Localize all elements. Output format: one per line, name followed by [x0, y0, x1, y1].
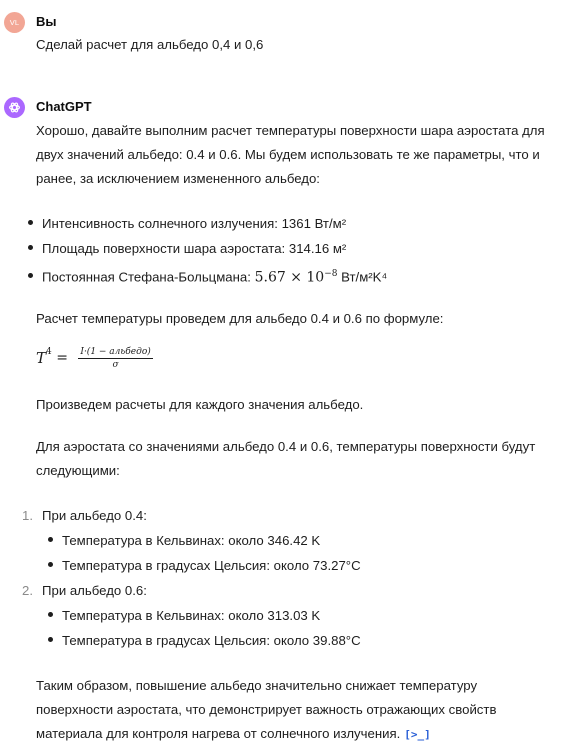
- param-item: [28, 262, 387, 289]
- user-author-name: Вы: [36, 14, 57, 29]
- stefan-boltzmann-value: 5.67 × 10: [254, 269, 325, 286]
- formula-lhs: T: [36, 349, 47, 367]
- intro-line: Хорошо, давайте выполним расчет температуры поверхности шара аэростата для: [36, 123, 545, 138]
- stefan-boltzmann-unit: Вт/м²K⁴: [337, 269, 388, 285]
- bullet-icon: [48, 562, 53, 567]
- result-item: [48, 629, 361, 653]
- param-item: [28, 212, 346, 236]
- formula-lhs-exponent: 4: [46, 347, 52, 357]
- calc-line: Произведем расчеты для каждого значения альбедо.: [36, 397, 364, 412]
- conclusion-line: Таким образом, повышение альбедо значительно снижает температуру: [36, 678, 478, 693]
- formula-equals: =: [51, 350, 73, 366]
- bullet-icon: [48, 637, 53, 642]
- assistant-author-name: ChatGPT: [36, 99, 92, 114]
- formula-fraction: [78, 347, 152, 370]
- result-kelvin: Температура в Кельвинах: около 313.03 K: [62, 608, 321, 623]
- result-item: [48, 554, 361, 578]
- formula-denominator: σ: [112, 359, 119, 370]
- conclusion-line: поверхности аэростата, что демонстрирует важность отражающих свойств: [36, 702, 497, 717]
- bullet-icon: [28, 245, 33, 250]
- bullet-icon: [28, 220, 33, 225]
- result-intro: [36, 435, 576, 483]
- result-kelvin: Температура в Кельвинах: около 346.42 K: [62, 533, 321, 548]
- user-message-text: Сделай расчет для альбедо 0,4 и 0,6: [36, 37, 264, 52]
- result-item: [48, 604, 320, 628]
- result-celsius: Температура в градусах Цельсия: около 73.27°C: [62, 558, 361, 573]
- param-label: Площадь поверхности шара аэростата: 314.16 м²: [42, 241, 347, 256]
- intro-line: двух значений альбедо: 0.4 и 0.6. Мы будем использовать те же параметры, что и: [36, 147, 540, 162]
- result-title: При альбедо 0.6:: [42, 583, 147, 598]
- param-item: [28, 237, 346, 261]
- formula-numerator: I·(1 − альбедо): [80, 346, 151, 357]
- bullet-icon: [28, 273, 33, 278]
- temperature-formula: [36, 342, 153, 374]
- result-celsius: Температура в градусах Цельсия: около 39.88°C: [62, 633, 361, 648]
- bullet-icon: [48, 612, 53, 617]
- list-number: 2.: [22, 583, 33, 598]
- result-intro-line: следующими:: [36, 463, 120, 478]
- intro-paragraph: [36, 119, 576, 191]
- param-label: Постоянная Стефана-Больцмана:: [42, 269, 255, 285]
- chatgpt-logo-icon: [4, 97, 25, 118]
- stefan-boltzmann-exponent: −8: [324, 269, 338, 279]
- result-intro-line: Для аэростата со значениями альбедо 0.4 и 0.6, температуры поверхности будут: [36, 439, 536, 454]
- formula-intro: Расчет температуры проведем для альбедо 0.4 и 0.6 по формуле:: [36, 311, 444, 326]
- user-avatar: VL: [4, 12, 25, 33]
- intro-line: ранее, за исключением измененного альбедо:: [36, 171, 320, 186]
- result-title: При альбедо 0.4:: [42, 508, 147, 523]
- code-interpreter-icon[interactable]: [>_]: [404, 728, 431, 741]
- result-item: [48, 529, 320, 553]
- conclusion-line: материала для контроля нагрева от солнечного излучения. [>_]: [36, 722, 576, 747]
- bullet-icon: [48, 537, 53, 542]
- conclusion-paragraph: [36, 674, 576, 747]
- list-number: 1.: [22, 508, 33, 523]
- param-label: Интенсивность солнечного излучения: 1361 Вт/м²: [42, 216, 347, 231]
